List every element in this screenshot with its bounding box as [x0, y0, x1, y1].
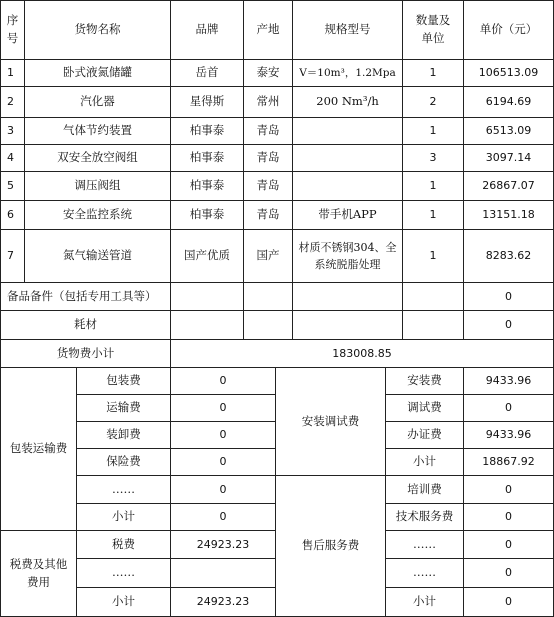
packing-subtotal-value: 0: [170, 503, 276, 531]
install-item-value: 9433.96: [463, 367, 554, 395]
packing-label: 包装运输费: [0, 367, 77, 531]
aftersales-item-value: 0: [463, 475, 554, 504]
item-origin: 常州: [243, 86, 293, 118]
item-origin: 青岛: [243, 200, 293, 230]
packing-subtotal-label: 小计: [76, 503, 171, 531]
install-item-value: 9433.96: [463, 421, 554, 449]
install-item-label: 安装费: [385, 367, 464, 395]
item-name: 调压阀组: [24, 171, 171, 201]
item-name: 氮气输送管道: [24, 229, 171, 283]
aftersales-item-label: ……: [385, 558, 464, 588]
aftersales-subtotal-value: 0: [463, 587, 554, 617]
tax-subtotal-label: 小计: [76, 587, 171, 617]
tax-label: 税费及其他费用: [0, 530, 77, 617]
aftersales-label: 售后服务费: [275, 475, 386, 617]
aftersales-item-label: 技术服务费: [385, 503, 464, 531]
item-origin: 泰安: [243, 59, 293, 87]
item-no: 5: [0, 171, 25, 201]
item-no: 3: [0, 117, 25, 145]
install-subtotal-label: 小计: [385, 448, 464, 476]
item-no: 1: [0, 59, 25, 87]
tax-item-label: ……: [76, 558, 171, 588]
aftersales-subtotal-label: 小计: [385, 587, 464, 617]
item-qty: 3: [402, 144, 464, 172]
spares-brand: [170, 282, 244, 311]
tax-item-value: [170, 558, 276, 588]
item-brand: 国产优质: [170, 229, 244, 283]
item-price: 106513.09: [463, 59, 554, 87]
item-brand: 柏事泰: [170, 144, 244, 172]
install-item-value: 0: [463, 394, 554, 422]
aftersales-item-label: 培训费: [385, 475, 464, 504]
item-price: 8283.62: [463, 229, 554, 283]
consumables-label: 耗材: [0, 310, 171, 340]
packing-item-label: 装卸费: [76, 421, 171, 449]
item-brand: 星得斯: [170, 86, 244, 118]
aftersales-item-value: 0: [463, 558, 554, 588]
spares-qty: [402, 282, 464, 311]
consumables-spec: [292, 310, 403, 340]
item-qty: 1: [402, 200, 464, 230]
packing-item-value: 0: [170, 475, 276, 504]
consumables-origin: [243, 310, 293, 340]
item-name: 双安全放空阀组: [24, 144, 171, 172]
packing-item-value: 0: [170, 421, 276, 449]
install-label: 安装调试费: [275, 367, 386, 476]
install-item-label: 办证费: [385, 421, 464, 449]
tax-item-label: 税费: [76, 530, 171, 559]
install-item-label: 调试费: [385, 394, 464, 422]
item-brand: 岳首: [170, 59, 244, 87]
tax-subtotal-value: 24923.23: [170, 587, 276, 617]
item-spec: V＝10m³，1.2Mpa: [292, 59, 403, 87]
item-no: 6: [0, 200, 25, 230]
item-name: 卧式液氮储罐: [24, 59, 171, 87]
packing-item-label: ……: [76, 475, 171, 504]
packing-item-label: 运输费: [76, 394, 171, 422]
aftersales-item-value: 0: [463, 503, 554, 531]
item-spec: 带手机APP: [292, 200, 403, 230]
item-price: 26867.07: [463, 171, 554, 201]
packing-item-value: 0: [170, 394, 276, 422]
item-origin: 青岛: [243, 171, 293, 201]
header-qty: 数量及单位: [402, 0, 464, 60]
tax-item-value: 24923.23: [170, 530, 276, 559]
item-spec: [292, 171, 403, 201]
item-origin: 青岛: [243, 117, 293, 145]
header-spec: 规格型号: [292, 0, 403, 60]
header-price: 单价（元）: [463, 0, 554, 60]
item-qty: 1: [402, 229, 464, 283]
packing-item-value: 0: [170, 367, 276, 395]
item-name: 安全监控系统: [24, 200, 171, 230]
item-no: 7: [0, 229, 25, 283]
item-spec: 200 Nm³/h: [292, 86, 403, 118]
spares-origin: [243, 282, 293, 311]
consumables-qty: [402, 310, 464, 340]
item-qty: 1: [402, 59, 464, 87]
item-spec: [292, 117, 403, 145]
consumables-brand: [170, 310, 244, 340]
header-seq: 序号: [0, 0, 25, 60]
packing-item-value: 0: [170, 448, 276, 476]
goods-subtotal-value: 183008.85: [170, 339, 554, 368]
spares-label: 备品备件（包括专用工具等）: [0, 282, 171, 311]
item-brand: 柏事泰: [170, 171, 244, 201]
spares-spec: [292, 282, 403, 311]
item-brand: 柏事泰: [170, 200, 244, 230]
item-spec: [292, 144, 403, 172]
header-origin: 产地: [243, 0, 293, 60]
item-price: 13151.18: [463, 200, 554, 230]
aftersales-item-label: ……: [385, 530, 464, 559]
install-subtotal-value: 18867.92: [463, 448, 554, 476]
aftersales-item-value: 0: [463, 530, 554, 559]
item-name: 汽化器: [24, 86, 171, 118]
item-price: 3097.14: [463, 144, 554, 172]
item-qty: 1: [402, 117, 464, 145]
item-qty: 1: [402, 171, 464, 201]
packing-item-label: 包装费: [76, 367, 171, 395]
item-spec: 材质不锈钢304、全系统脱脂处理: [292, 229, 403, 283]
item-qty: 2: [402, 86, 464, 118]
consumables-price: 0: [463, 310, 554, 340]
item-price: 6194.69: [463, 86, 554, 118]
header-brand: 品牌: [170, 0, 244, 60]
header-name: 货物名称: [24, 0, 171, 60]
item-origin: 青岛: [243, 144, 293, 172]
spares-price: 0: [463, 282, 554, 311]
packing-item-label: 保险费: [76, 448, 171, 476]
item-origin: 国产: [243, 229, 293, 283]
item-name: 气体节约装置: [24, 117, 171, 145]
item-no: 2: [0, 86, 25, 118]
item-brand: 柏事泰: [170, 117, 244, 145]
goods-subtotal-label: 货物费小计: [0, 339, 171, 368]
item-no: 4: [0, 144, 25, 172]
item-price: 6513.09: [463, 117, 554, 145]
